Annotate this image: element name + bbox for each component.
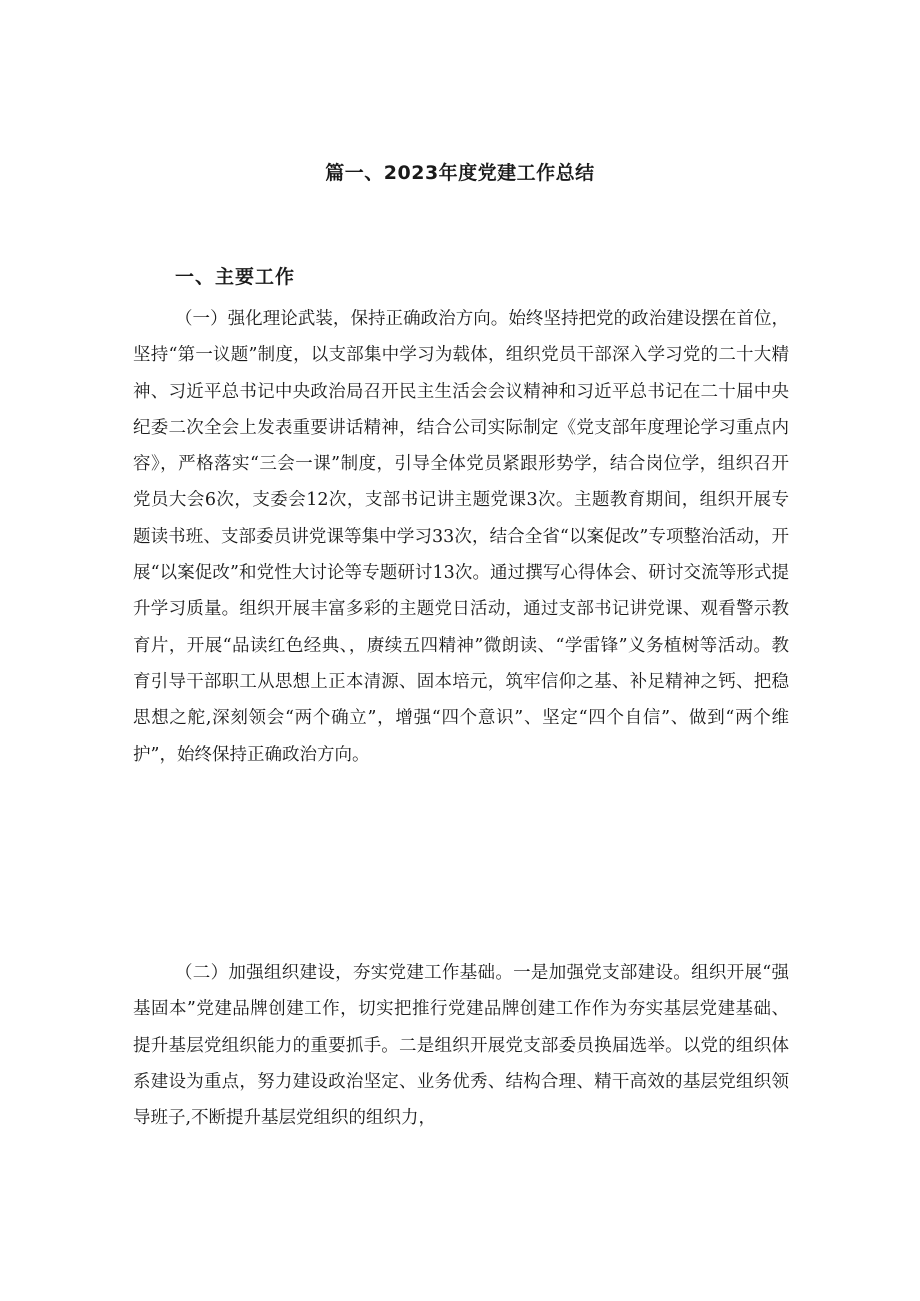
paragraph-organization-building: （二）加强组织建设，夯实党建工作基础。一是加强党支部建设。组织开展“强基固本”党建品牌创建工作，切实把推行党建品牌创建工作作为夯实基层党建基础、提升基层党组织能力的重要抓手。二是组织开展党支部委员换届选举。以党的组织体系建设为重点，努力建设政治坚定、业务优秀、结构合理、精干高效的基层党组织领导班子,不断提升基层党组织的组织力， <box>133 963 789 1129</box>
paragraph-theory-study: （一）强化理论武装，保持正确政治方向。始终坚持把党的政治建设摆在首位，坚持“第一议题”制度，以支部集中学习为载体，组织党员干部深入学习党的二十大精神、习近平总书记中央政治局召开民主生活会会议精神和习近平总书记在二十届中央纪委二次全会上发表重要讲话精神，结合公司实际制定《党支部年度理论学习重点内容》，严格落实“三会一课”制度，引导全体党员紧跟形势学，结合岗位学，组织召开党员大会6次，支委会12次，支部书记讲主题党课3次。主题教育期间，组织开展专题读书班、支部委员讲党课等集中学习33次，结合全省“以案促改”专项整治活动，开展“以案促改”和党性大讨论等专题研讨13次。通过撰写心得体会、研讨交流等形式提升学习质量。组织开展丰富多彩的主题党日活动，通过支部书记讲党课、观看警示教育片，开展“品读红色经典、，赓续五四精神”微朗读、“学雷锋”义务植树等活动。教育引导干部职工从思想上正本清源、固本培元，筑牢信仰之基、补足精神之钙、把稳思想之舵,深刻领会“两个确立”，增强“四个意识”、坚定“四个自信”、做到“两个维护”，始终保持正确政治方向。 <box>133 309 789 765</box>
section-heading: 一、主要工作 <box>175 266 296 288</box>
document-title: 篇一、2023年度党建工作总结 <box>325 162 595 184</box>
